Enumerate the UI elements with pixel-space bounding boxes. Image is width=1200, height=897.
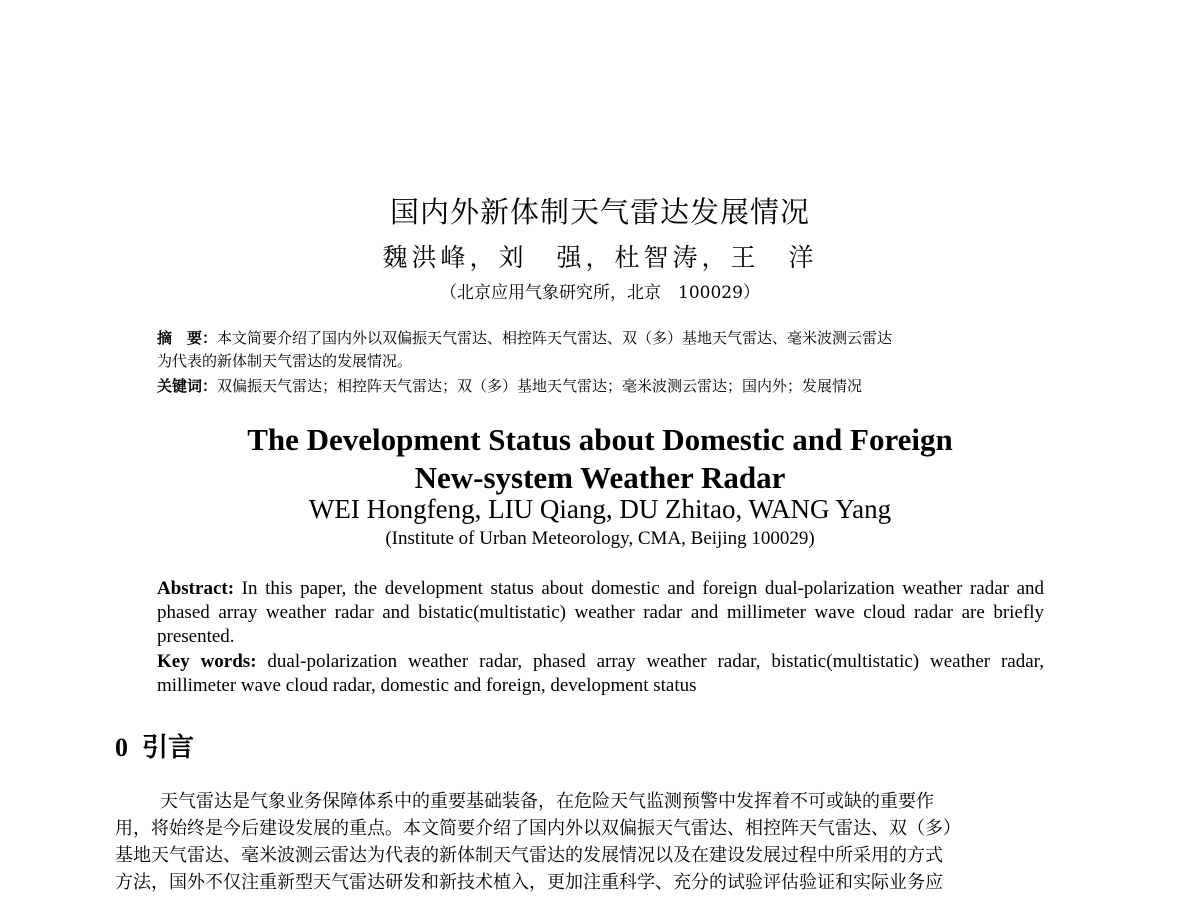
abstract-en (157, 577, 1044, 649)
abstract-cn-line1: 本文简要介绍了国内外以双偏振天气雷达、相控阵天气雷达、双（多）基地天气雷达、毫米波测云雷达 (217, 329, 893, 347)
paper-title-en-line1: The Development Status about Domestic and Foreign (247, 422, 953, 457)
paper-title-cn: 国内外新体制天气雷达发展情况 (389, 195, 810, 229)
paper-title-en-line2: New-system Weather Radar (414, 460, 786, 495)
abstract-cn-label: 摘 要： (157, 329, 218, 347)
section-title: 引言 (142, 733, 195, 763)
abstract-en-label: Abstract: (157, 578, 235, 599)
keywords-en (157, 650, 1044, 698)
affiliation-en: (Institute of Urban Meteorology, CMA, Beijing 100029) (385, 528, 815, 549)
authors-cn: 魏洪峰，刘 强，杜智涛，王 洋 (382, 243, 818, 272)
body-line: 天气雷达是气象业务保障体系中的重要基础装备，在危险天气监测预警中发挥着不可或缺的重要作 (160, 791, 934, 812)
abstract-en-text: In this paper, the development status about domestic and foreign dual-polarization weather radar and phased array weather radar and bistatic(multistatic) weather radar and millimeter wave cloud radar are briefly presented. (157, 578, 1045, 647)
body-paragraph (115, 788, 1087, 896)
keywords-cn-label: 关键词： (157, 377, 218, 395)
keywords-cn (157, 375, 1047, 398)
body-line: 方法，国外不仅注重新型天气雷达研发和新技术植入，更加注重科学、充分的试验评估验证和实际业务应 (115, 872, 943, 893)
abstract-cn-line2: 为代表的新体制天气雷达的发展情况。 (157, 352, 413, 370)
keywords-cn-text: 双偏振天气雷达；相控阵天气雷达；双（多）基地天气雷达；毫米波测云雷达；国内外；发展情况 (217, 377, 863, 395)
section-heading (115, 727, 194, 764)
authors-en: WEI Hongfeng, LIU Qiang, DU Zhitao, WANG Yang (308, 494, 892, 524)
section-number: 0 (115, 733, 128, 762)
paper-title-en (0, 421, 1200, 497)
body-line: 基地天气雷达、毫米波测云雷达为代表的新体制天气雷达的发展情况以及在建设发展过程中所采用的方式 (115, 845, 943, 866)
keywords-en-text: dual-polarization weather radar, phased array weather radar, bistatic(multistatic) weather radar, millimeter wave cloud radar, domestic and foreign, development status (157, 651, 1044, 696)
keywords-en-label: Key words: (157, 651, 257, 672)
abstract-cn (157, 327, 1047, 373)
affiliation-cn: （北京应用气象研究所，北京 100029） (440, 283, 760, 303)
body-line: 用，将始终是今后建设发展的重点。本文简要介绍了国内外以双偏振天气雷达、相控阵天气雷达、双（多） (115, 818, 961, 839)
